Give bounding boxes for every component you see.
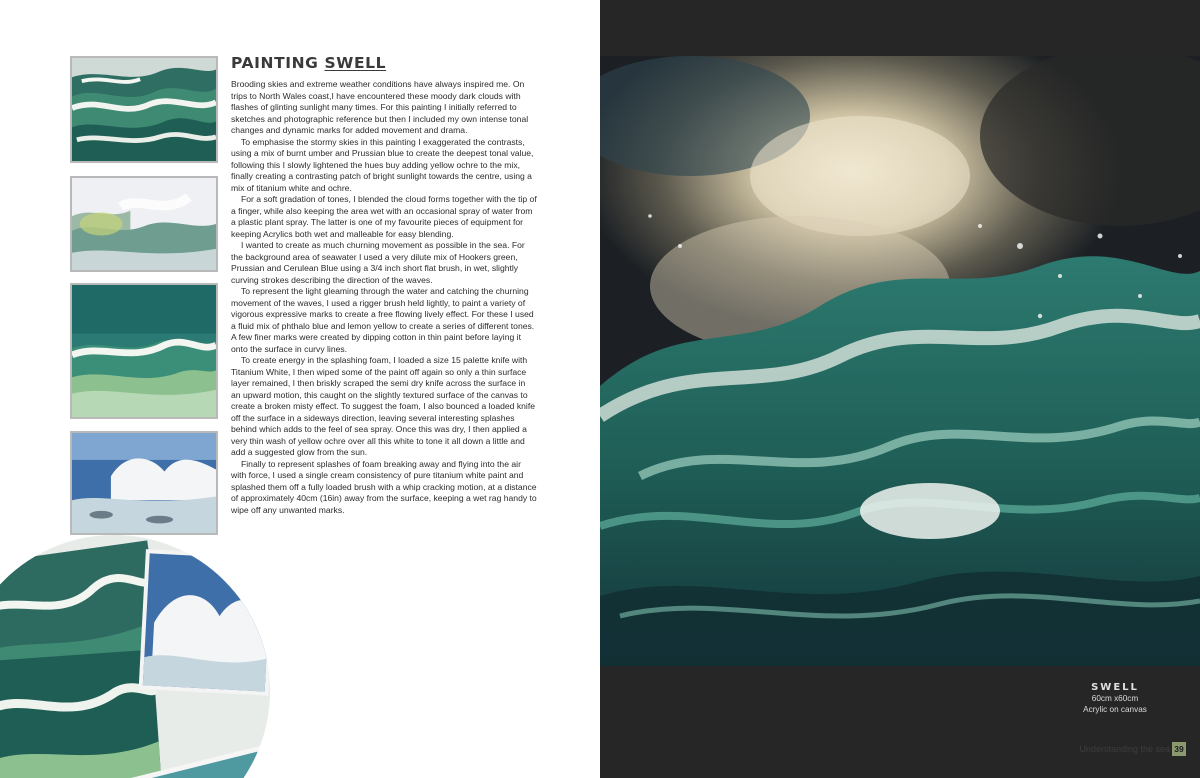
caption-title: SWELL <box>1091 682 1139 693</box>
title-keyword: SWELL <box>324 54 387 72</box>
paragraph-5: To represent the light gleaming through the water and catching the churning movement of the waves, I used a rigger brush held lightly, to paint a variety of vigorous expressive marks to create a free flowing lively effect. For these I used a fluid mix of phthalo blue and lemon yellow to create a series of different tones. A few finer marks were created by dipping cotton in thin paint before laying it onto the surface in curvy lines. <box>231 286 535 354</box>
paragraph-1: Brooding skies and extreme weather conditions have always inspired me. On trips to North Wales coast,I have encountered these moody dark clouds with flashes of glinting sunlight many times. For this painting I initially referred to sketches and photographic reference but then I included my own intense tonal changes and dynamic marks for added movement and drama. <box>231 79 529 135</box>
step-thumbnail-3 <box>70 283 218 419</box>
caption-size: 60cm x60cm <box>1091 694 1139 703</box>
right-page <box>600 0 1200 778</box>
page-number: 39 <box>1172 742 1186 756</box>
paragraph-4: I wanted to create as much churning movement as possible in the sea. For the background area of seawater I used a very dilute mix of Hookers green, Prussian and Cerulean Blue using a 3/4 inch short flat brush, in wet, slightly curving strokes describing the direction of the waves. <box>231 240 525 285</box>
title-prefix: PAINTING <box>231 54 319 72</box>
studio-photo-collage <box>0 535 270 778</box>
caption-medium: Acrylic on canvas <box>1083 705 1147 714</box>
swell-painting <box>600 56 1200 666</box>
section-label: Understanding the sea <box>1079 744 1170 754</box>
paragraph-2: To emphasise the stormy skies in this painting I exaggerated the contrasts, using a mix of burnt umber and Prussian blue to create the deepest tonal value, following this I slowly lightened the hues buy adding yellow ochre to the mix, finally creating a contrasting patch of bright sunlight towards the centre, using a mix of titanium white and ochre. <box>231 136 534 193</box>
paragraph-7: Finally to represent splashes of foam breaking away and flying into the air with force, I used a single cream consistency of pure titanium white paint and splashed them off a fully loaded brush with a whip cracking motion, at a distance of approximately 40cm (16in) away from the surface, keeping a wet rag handy to wipe off any unwanted marks. <box>231 458 537 515</box>
step-thumbnail-2 <box>70 176 218 272</box>
article <box>231 54 537 516</box>
paragraph-6: To create energy in the splashing foam, I loaded a size 15 palette knife with Titanium White, I then wiped some of the paint off again so only a thin surface layer remained, I then briskly scraped the semi dry knife across the surface in an upward motion, this caught on the slightly textured surface of the canvas to create a broken misty effect. To suggest the foam, I also bounced a loaded knife off the surface in a sideways direction, leaving several interesting splashes behind which adds to the feel of sea spray. Once this was dry, I then applied a very thin wash of yellow ochre over all this white to tone it all down a little and add a suggested glow from the sun. <box>231 355 535 457</box>
step-thumbnail-1 <box>70 56 218 163</box>
paragraph-3: For a soft gradation of tones, I blended the cloud forms together with the tip of a finger, while also keeping the area wet with an occasional spray of water from a plastic plant spray. The latter is one of my favourite pieces of equipment for keeping Acrylics both wet and malleable for easy blending. <box>231 194 537 239</box>
painting-caption <box>1050 682 1180 715</box>
article-title <box>231 54 537 72</box>
step-thumbnail-4 <box>70 431 218 535</box>
